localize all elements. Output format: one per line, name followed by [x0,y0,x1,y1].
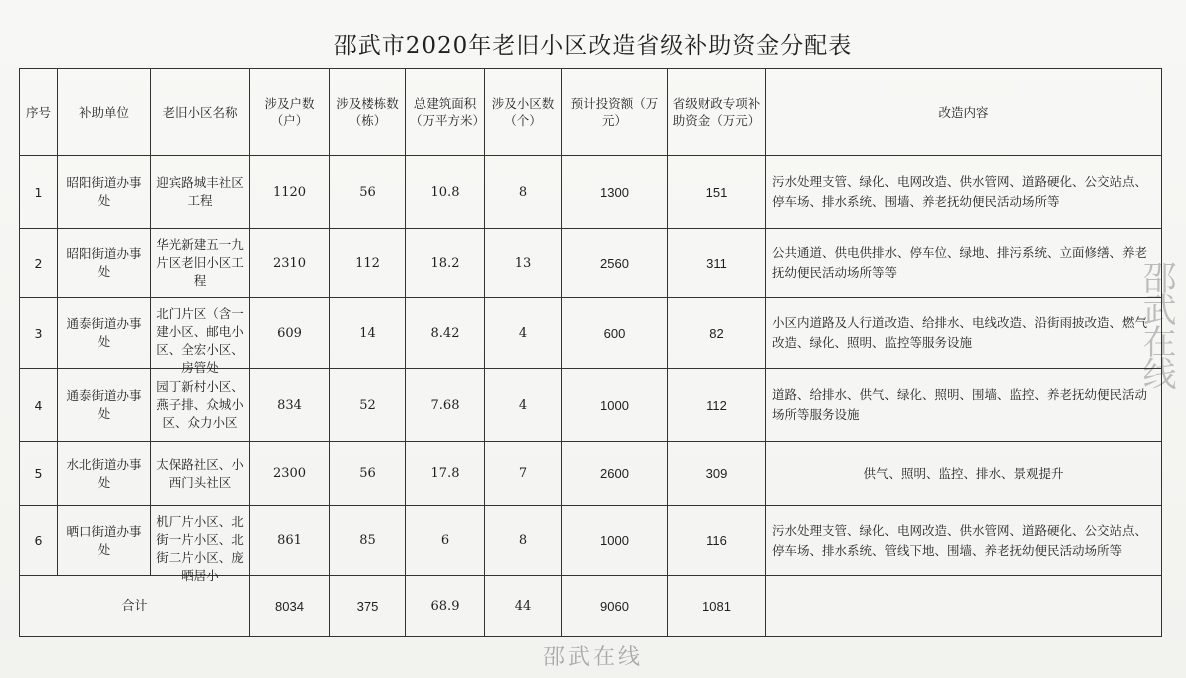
row-content: 公共通道、供电供排水、停车位、绿地、排污系统、立面修缮、养老抚幼便民活动场所等等 [766,229,1162,298]
row-unit: 水北街道办事处 [58,442,151,506]
total-communities: 44 [485,576,562,637]
header-index: 序号 [20,69,58,156]
row-content: 污水处理支管、绿化、电网改造、供水管网、道路硬化、公交站点、停车场、排水系统、管线下地、围墙、养老抚幼便民活动场所等 [766,506,1162,576]
total-households: 8034 [250,576,330,637]
row-investment: 1300 [562,156,668,229]
row-area: 18.2 [406,229,485,298]
row-communities: 4 [485,298,562,369]
header-buildings: 涉及楼栋数（栋） [330,69,406,156]
row-subsidy: 151 [668,156,766,229]
row-communities: 8 [485,156,562,229]
total-content [766,576,1162,637]
row-households: 834 [250,369,330,442]
row-community-name: 太保路社区、小西门头社区 [151,442,250,506]
header-households: 涉及户数（户） [250,69,330,156]
header-unit: 补助单位 [58,69,151,156]
total-row [20,576,1162,637]
row-communities: 4 [485,369,562,442]
row-index: 3 [20,298,58,369]
row-subsidy: 82 [668,298,766,369]
row-community-name [151,298,250,375]
row-households: 2300 [250,442,330,506]
row-buildings: 85 [330,506,406,576]
total-label: 合计 [20,576,250,637]
header-area: 总建筑面积（万平方米） [406,69,485,156]
row-content: 供气、照明、监控、排水、景观提升 [766,442,1162,506]
row-buildings: 56 [330,442,406,506]
row-communities: 7 [485,442,562,506]
row-area: 17.8 [406,442,485,506]
row-community-name: 迎宾路城丰社区工程 [151,156,250,229]
row-unit: 昭阳街道办事处 [58,156,151,229]
row-unit: 通泰街道办事处 [58,298,151,369]
subsidy-allocation-table [19,68,1162,637]
total-subsidy: 1081 [668,576,766,637]
table-row [20,369,1162,442]
row-buildings: 52 [330,369,406,442]
document-title: 邵武市2020年老旧小区改造省级补助资金分配表 [333,33,853,59]
row-community-name: 园丁新村小区、燕子排、众城小区、众力小区 [151,369,250,442]
row-content: 污水处理支管、绿化、电网改造、供水管网、道路硬化、公交站点、停车场、排水系统、围墙、养老抚幼便民活动场所等 [766,156,1162,229]
row-unit: 晒口街道办事处 [58,506,151,576]
row-area: 6 [406,506,485,576]
row-investment: 1000 [562,369,668,442]
row-households: 2310 [250,229,330,298]
table-row [20,156,1162,229]
row-community-name [151,506,250,583]
row-unit: 昭阳街道办事处 [58,229,151,298]
row-subsidy: 311 [668,229,766,298]
row-content: 道路、给排水、供气、绿化、照明、围墙、监控、养老抚幼便民活动场所等服务设施 [766,369,1162,442]
total-investment: 9060 [562,576,668,637]
row-index: 1 [20,156,58,229]
row-households: 609 [250,298,330,369]
row-area: 10.8 [406,156,485,229]
row-area: 8.42 [406,298,485,369]
row-index: 4 [20,369,58,442]
row-community-name-text: 机厂片小区、北街一片小区、北街二片小区、庞晒居小 [156,513,244,583]
row-subsidy: 309 [668,442,766,506]
table-row [20,229,1162,298]
table-row [20,506,1162,576]
total-buildings: 375 [330,576,406,637]
row-area: 7.68 [406,369,485,442]
row-investment: 2560 [562,229,668,298]
header-community-name: 老旧小区名称 [151,69,250,156]
row-subsidy: 116 [668,506,766,576]
row-content: 小区内道路及人行道改造、给排水、电线改造、沿街雨披改造、燃气改造、绿化、照明、监控等服务设施 [766,298,1162,369]
row-community-name-text: 北门片区（含一建小区、邮电小区、全宏小区、房管处 [156,306,244,375]
row-buildings: 14 [330,298,406,369]
row-subsidy: 112 [668,369,766,442]
row-index: 2 [20,229,58,298]
row-index: 6 [20,506,58,576]
row-communities: 8 [485,506,562,576]
table-row [20,442,1162,506]
header-subsidy: 省级财政专项补助资金（万元） [668,69,766,156]
row-investment: 2600 [562,442,668,506]
row-community-name: 华光新建五一九片区老旧小区工程 [151,229,250,298]
total-area: 68.9 [406,576,485,637]
bottom-watermark: 邵武在线 [542,645,643,670]
row-households: 861 [250,506,330,576]
row-buildings: 112 [330,229,406,298]
header-communities: 涉及小区数（个） [485,69,562,156]
row-index: 5 [20,442,58,506]
header-investment: 预计投资额（万元） [562,69,668,156]
row-buildings: 56 [330,156,406,229]
row-unit: 通泰街道办事处 [58,369,151,442]
row-investment: 1000 [562,506,668,576]
row-investment: 600 [562,298,668,369]
header-content: 改造内容 [766,69,1162,156]
row-communities: 13 [485,229,562,298]
table-row [20,298,1162,369]
table-header-row [20,69,1162,156]
row-households: 1120 [250,156,330,229]
side-watermark: 邵武在线 [1136,260,1176,388]
